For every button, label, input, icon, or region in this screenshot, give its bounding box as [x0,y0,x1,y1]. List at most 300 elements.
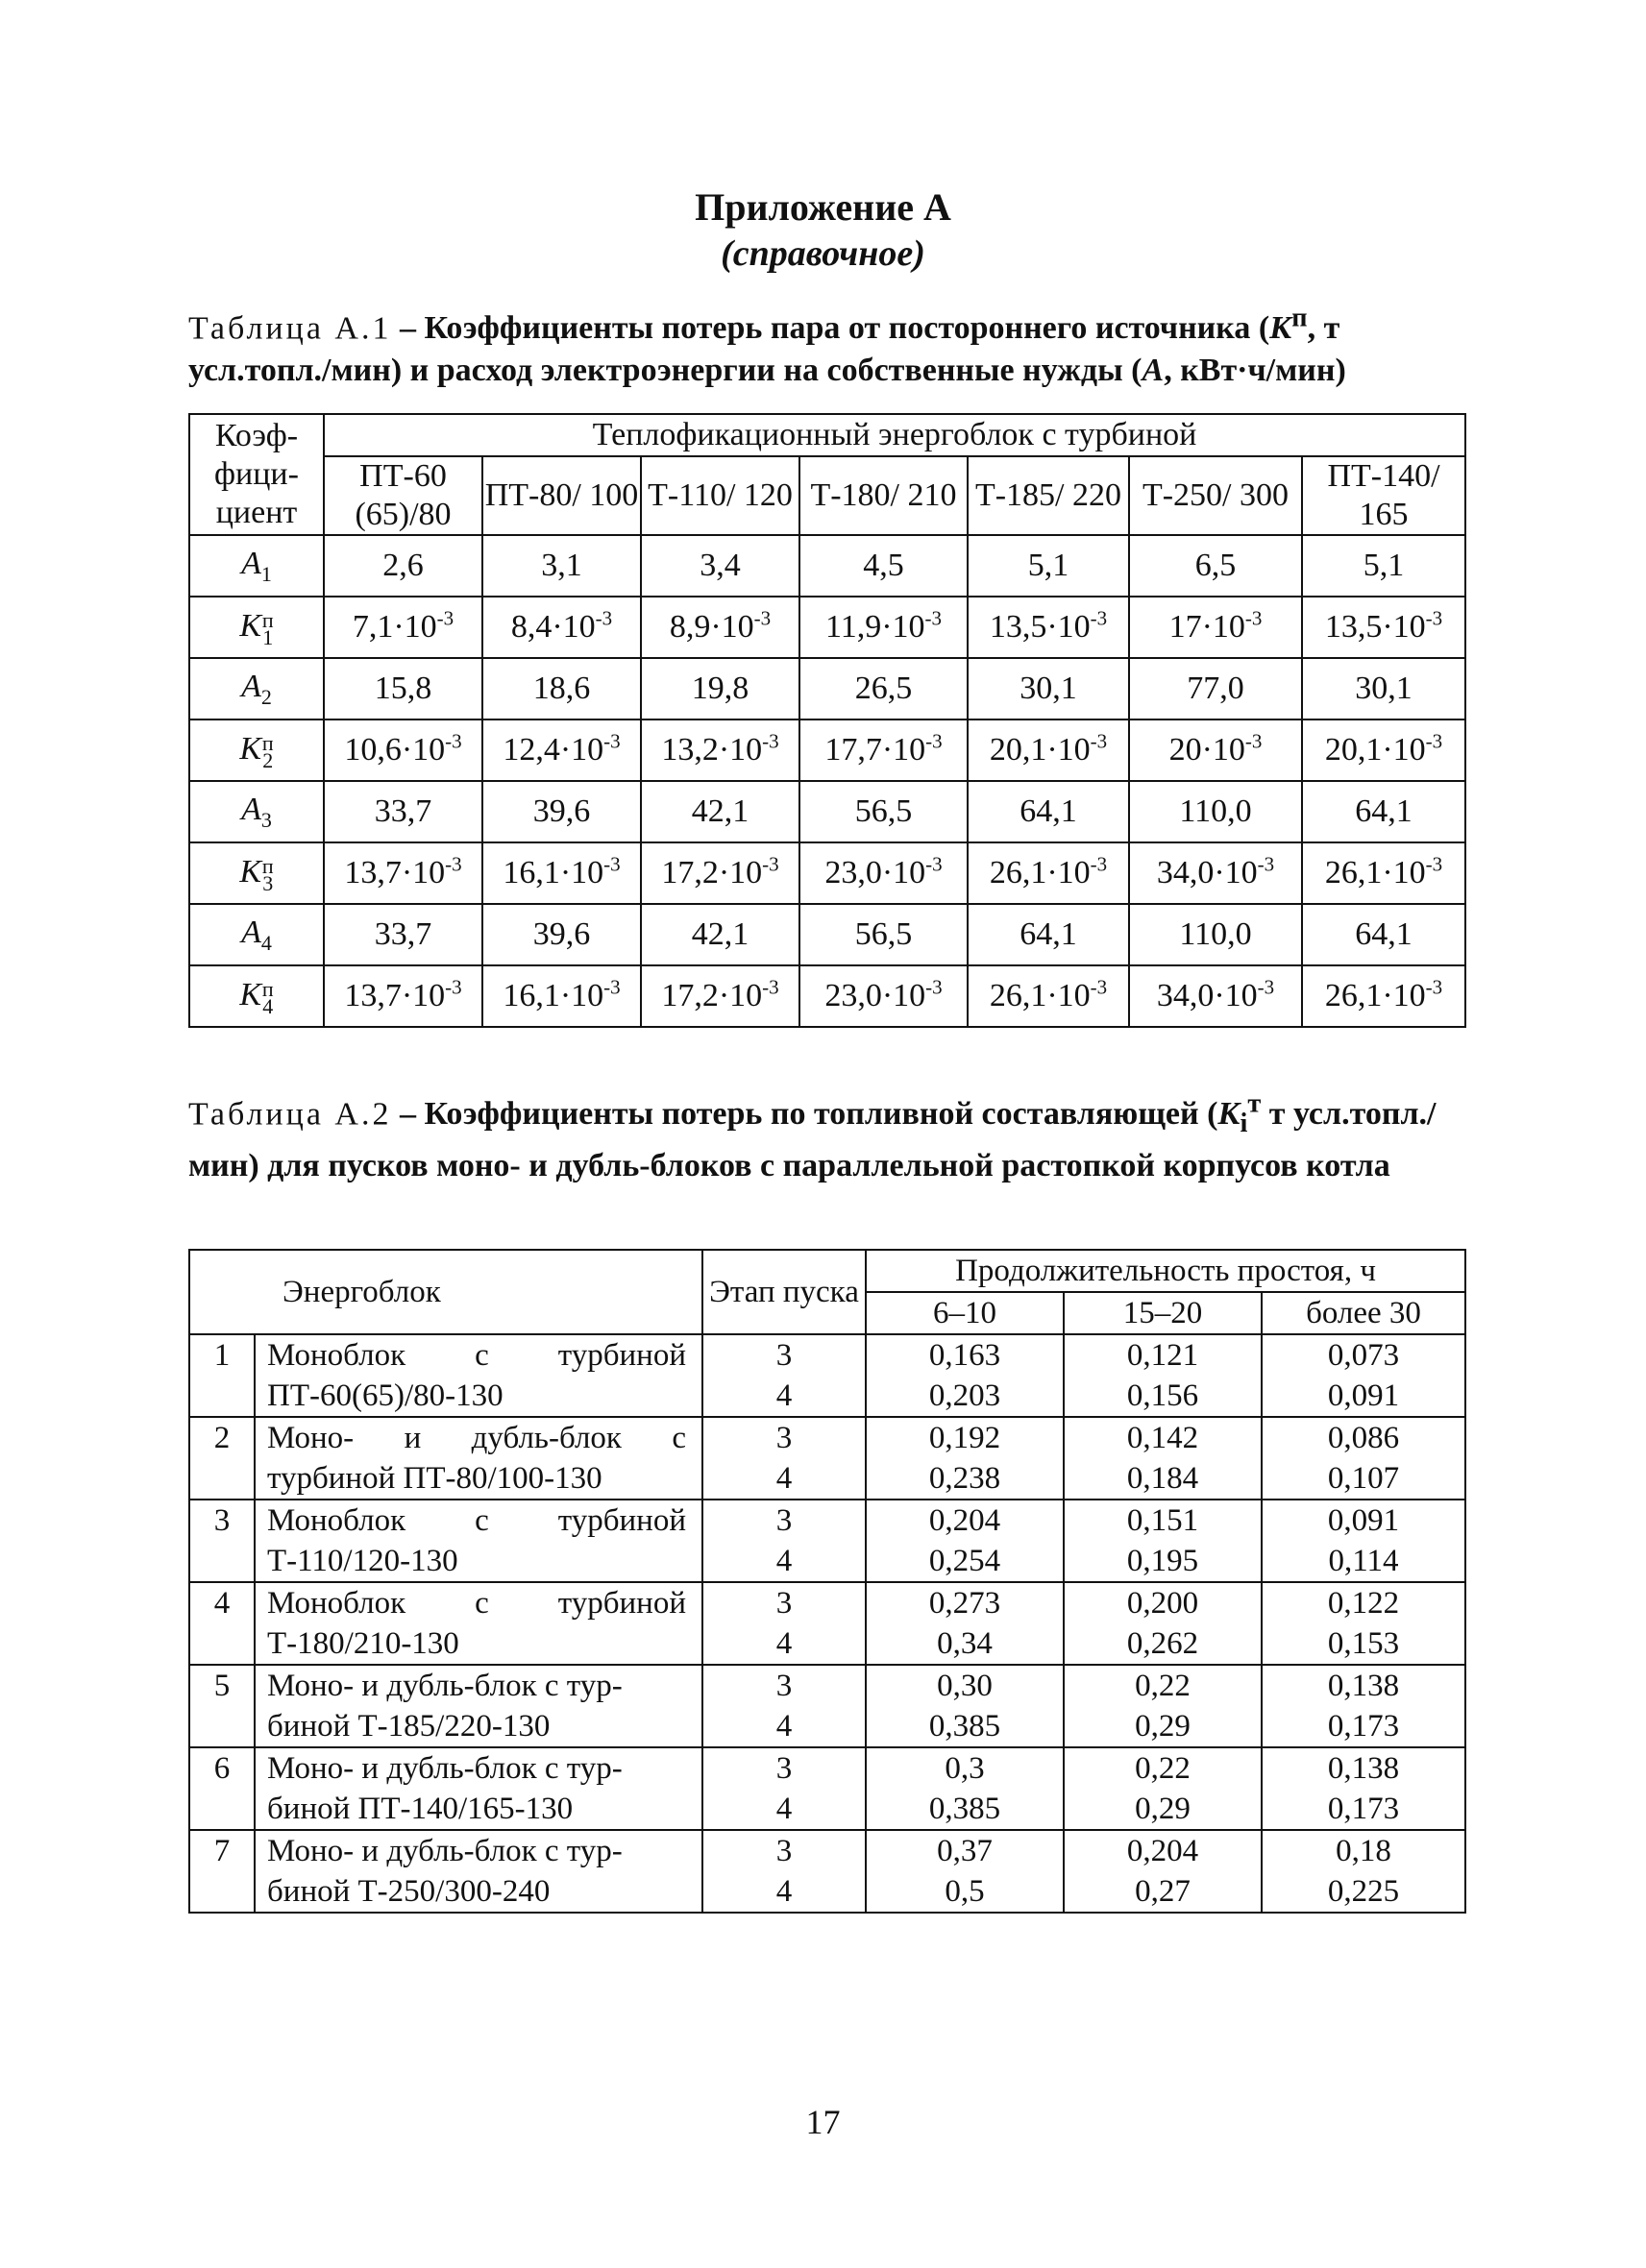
appendix-subtitle: (справочное) [721,233,925,274]
table2-unit-line2: биной ПТ-140/165-130 [267,1792,574,1826]
cell-exponent: -3 [1425,852,1443,876]
table1-cell [641,658,799,719]
table2-stage: 3 [702,1665,866,1706]
table1-cell [968,719,1129,781]
table2-cell: 0,107 [1262,1458,1465,1500]
cell-value: 39,6 [532,793,591,829]
table1-cell [324,597,482,658]
table1-cell [799,535,968,597]
cell-value: 17,7·10 [824,732,926,768]
cell-exponent: -3 [762,975,779,999]
table1-coefficient [189,842,324,904]
table2-unit-line2: биной Т-250/300-240 [267,1874,551,1909]
table1-row [189,781,1465,842]
table2-cell: 0,37 [866,1830,1064,1871]
cell-value: 110,0 [1179,916,1252,952]
table1-cell [324,719,482,781]
table2-row-number: 6 [189,1747,255,1830]
table2-unit-name [255,1417,702,1500]
table2-stage: 4 [702,1871,866,1913]
table1-cell [1129,965,1302,1027]
table2-unit-name [255,1747,702,1830]
cell-exponent: -3 [925,729,943,753]
table2-stage: 3 [702,1830,866,1871]
cell-value: 17·10 [1168,609,1245,645]
table2-stage: 4 [702,1706,866,1747]
cell-exponent: -3 [762,729,779,753]
table1-cell [1129,719,1302,781]
table2-header-unit: Энергоблок [189,1250,702,1334]
table1-column-header: ПТ-80/ 100 [482,456,641,535]
table1-cell [1302,535,1465,597]
cell-value: 26,1·10 [989,978,1091,1013]
table2-unit-name [255,1582,702,1665]
table1-cell [641,597,799,658]
table2-cell: 0,34 [866,1623,1064,1665]
coefficient-superscript: п [261,607,274,632]
table2-unit-name [255,1665,702,1747]
cell-value: 26,1·10 [989,855,1091,890]
table1-cell [482,842,641,904]
table2-cell: 0,22 [1064,1747,1262,1789]
table1-cell [324,842,482,904]
table1-caption-lead: Таблица А.1 [188,310,392,347]
table2-cell: 0,192 [866,1417,1064,1458]
table1-caption-k: К [1269,310,1292,347]
coefficient-subscript: 2 [260,684,272,709]
cell-exponent: -3 [1425,729,1443,753]
cell-value: 64,1 [1355,916,1413,952]
table2-cell: 0,195 [1064,1541,1262,1582]
table2-row [189,1582,1465,1623]
cell-value: 64,1 [1020,916,1077,952]
table1-row [189,965,1465,1027]
table1-cell [482,781,641,842]
cell-exponent: -3 [1425,606,1443,630]
table1-row [189,658,1465,719]
table2-cell: 0,121 [1064,1334,1262,1376]
table1-coefficient [189,965,324,1027]
table1-cell [482,597,641,658]
table2-header-row [189,1250,1465,1292]
cell-exponent: -3 [1257,975,1275,999]
table2-unit-line1: Моно- и дубль-блок с тур- [267,1751,623,1786]
table2-stage: 3 [702,1582,866,1623]
table1-cell [799,658,968,719]
table1-column-header: Т-110/ 120 [641,456,799,535]
table1-group-header: Теплофикационный энергоблок с турбиной [324,414,1465,456]
table2-duration-column: 6–10 [866,1292,1064,1334]
table2-cell: 0,184 [1064,1458,1262,1500]
table1-cell [799,597,968,658]
table1-cell [324,904,482,965]
table1-coefficient [189,904,324,965]
table1-row [189,842,1465,904]
table1-cell [324,781,482,842]
table1-row [189,904,1465,965]
cell-value: 33,7 [374,916,432,952]
page-number: 17 [805,2103,841,2141]
table1-cell [1129,781,1302,842]
coefficient-symbol: А [241,668,261,704]
table2-cell: 0,18 [1262,1830,1465,1871]
table2-cell: 0,163 [866,1334,1064,1376]
cell-exponent: -3 [1244,729,1263,753]
table1-cell [324,658,482,719]
table2-cell: 0,200 [1064,1582,1262,1623]
cell-value: 64,1 [1355,793,1413,829]
table2-caption-text: – Коэффициенты потерь по топливной составляющей ( [399,1096,1218,1133]
cell-exponent: -3 [603,975,621,999]
table2-cell: 0,30 [866,1665,1064,1706]
cell-exponent: -3 [1090,606,1108,630]
table1-cell [1129,658,1302,719]
cell-value: 3,1 [541,548,582,583]
table1-cell [968,781,1129,842]
cell-value: 26,1·10 [1324,978,1426,1013]
table1-caption-text2: , т усл.топл./мин) и расход электроэнергии на собственные нужды ( [188,310,1340,389]
table2-unit-name [255,1500,702,1582]
table2-cell: 0,203 [866,1376,1064,1417]
table1-column-header: Т-185/ 220 [968,456,1129,535]
table1-caption-a: А [1142,353,1165,389]
table1-cell [799,781,968,842]
table1-cell [968,904,1129,965]
table2-unit-line1: Моноблок с турбиной [267,1338,686,1373]
table2-stage: 4 [702,1541,866,1582]
table1-coefficient [189,658,324,719]
table2-caption-text2: т усл.топл./мин) для пусков моно- и дубль-блоков с параллельной растопкой корпусов котла [188,1096,1437,1184]
table2-cell: 0,173 [1262,1706,1465,1747]
cell-value: 2,6 [382,548,424,583]
coefficient-symbol: А [241,791,261,827]
table1-header-row [189,414,1465,456]
table1-coefficient [189,535,324,597]
table2-stage: 3 [702,1500,866,1541]
table2-unit-name [255,1830,702,1913]
cell-exponent: -3 [603,852,621,876]
table1-caption-text3: , кВт·ч/мин) [1164,353,1346,389]
table1-cell [799,904,968,965]
table2-row-number: 4 [189,1582,255,1665]
table2-row [189,1665,1465,1706]
table2-row [189,1334,1465,1376]
cell-exponent: -3 [924,606,943,630]
table2-caption-k-sub: i [1240,1109,1248,1139]
cell-value: 42,1 [691,793,749,829]
table2-unit-line1: Моно- и дубль-блок с тур- [267,1669,623,1703]
table1-cell [482,535,641,597]
table1-cell [1302,904,1465,965]
cell-value: 42,1 [691,916,749,952]
cell-value: 26,5 [854,671,913,706]
coefficient-subscript: 4 [262,993,274,1018]
cell-value: 7,1·10 [352,609,437,645]
cell-exponent: -3 [1257,852,1275,876]
cell-value: 18,6 [532,671,591,706]
table1-cell [968,535,1129,597]
table2-duration-column: 15–20 [1064,1292,1262,1334]
table2-cell: 0,29 [1064,1706,1262,1747]
table2-cell: 0,254 [866,1541,1064,1582]
cell-value: 17,2·10 [661,978,763,1013]
table1-row [189,719,1465,781]
table2-unit-line1: Моно- и дубль-блок с [267,1421,686,1455]
table1-column-header-row [189,456,1465,535]
table1-cell [1129,597,1302,658]
table1-cell [968,597,1129,658]
table1-row-header-text: Коэф- фици- циент [214,418,299,530]
cell-value: 20,1·10 [989,732,1091,768]
table1-cell [641,535,799,597]
table1-row [189,535,1465,597]
table2-caption-k: К [1217,1096,1241,1133]
table2-cell: 0,114 [1262,1541,1465,1582]
cell-value: 77,0 [1187,671,1244,706]
cell-exponent: -3 [595,606,613,630]
cell-exponent: -3 [1244,606,1263,630]
table2-cell: 0,151 [1064,1500,1262,1541]
cell-exponent: -3 [1090,975,1108,999]
table2-caption [188,1084,1466,1187]
table2-unit-line1: Моноблок с турбиной [267,1503,686,1538]
coefficient-symbol: К [239,977,261,1013]
table1-coefficient [189,781,324,842]
table2-row [189,1500,1465,1541]
cell-exponent: -3 [925,852,943,876]
coefficient-subscript: 4 [260,930,272,955]
coefficient-subscript: 3 [262,870,274,895]
table2-stage: 4 [702,1376,866,1417]
cell-value: 15,8 [374,671,432,706]
cell-value: 5,1 [1027,548,1069,583]
table2-row-number: 7 [189,1830,255,1913]
table2-row-number: 3 [189,1500,255,1582]
table2-duration-column: более 30 [1262,1292,1465,1334]
cell-value: 56,5 [854,916,913,952]
table2-unit-line1: Моноблок с турбиной [267,1586,686,1621]
cell-value: 33,7 [374,793,432,829]
cell-exponent: -3 [436,606,454,630]
table2-row [189,1747,1465,1789]
cell-exponent: -3 [1090,852,1108,876]
table2-unit-line2: Т-110/120-130 [267,1544,458,1578]
cell-value: 10,6·10 [344,732,446,768]
table1-row-header [189,414,324,535]
cell-value: 30,1 [1020,671,1077,706]
table2-row [189,1830,1465,1871]
table1-column-header: ПТ-60 (65)/80 [324,456,482,535]
table1-cell [1302,781,1465,842]
table2-cell: 0,091 [1262,1500,1465,1541]
cell-value: 23,0·10 [824,978,926,1013]
table2-header-stage [702,1250,866,1334]
cell-value: 13,7·10 [344,855,446,890]
table1-cell [1302,965,1465,1027]
cell-value: 12,4·10 [503,732,604,768]
cell-value: 13,7·10 [344,978,446,1013]
table2-cell: 0,204 [866,1500,1064,1541]
cell-value: 11,9·10 [824,609,925,645]
table1-caption-text: – Коэффициенты потерь пара от постороннего источника ( [399,310,1270,347]
cell-value: 19,8 [691,671,749,706]
cell-value: 20,1·10 [1324,732,1426,768]
coefficient-superscript: п [261,853,274,878]
table2-stage: 3 [702,1747,866,1789]
table2-stage: 3 [702,1334,866,1376]
table2-cell: 0,091 [1262,1376,1465,1417]
cell-value: 34,0·10 [1156,855,1258,890]
table1-column-header: Т-250/ 300 [1129,456,1302,535]
table1-caption-k-sup: п [1291,304,1308,333]
cell-value: 110,0 [1179,793,1252,829]
table2-stage: 4 [702,1623,866,1665]
table1-cell [641,719,799,781]
table2-cell: 0,3 [866,1747,1064,1789]
table1-cell [482,658,641,719]
table1-coefficient [189,597,324,658]
coefficient-symbol: К [239,731,261,768]
cell-value: 8,9·10 [669,609,754,645]
table2-cell: 0,5 [866,1871,1064,1913]
table2 [188,1249,1466,1914]
table1-cell [968,965,1129,1027]
table2-row [189,1417,1465,1458]
table2-stage: 4 [702,1458,866,1500]
table2-cell: 0,086 [1262,1417,1465,1458]
table2-cell: 0,173 [1262,1789,1465,1830]
cell-value: 16,1·10 [503,978,604,1013]
table1-cell [324,965,482,1027]
table1-cell [641,904,799,965]
table2-cell: 0,142 [1064,1417,1262,1458]
table1-cell [799,842,968,904]
cell-exponent: -3 [762,852,779,876]
table2-cell: 0,138 [1262,1747,1465,1789]
table1-cell [641,781,799,842]
table1-cell [1129,535,1302,597]
table1-cell [641,965,799,1027]
cell-value: 13,2·10 [661,732,763,768]
cell-value: 5,1 [1363,548,1405,583]
table2-cell: 0,225 [1262,1871,1465,1913]
table2-cell: 0,156 [1064,1376,1262,1417]
table1-cell [482,904,641,965]
table1 [188,413,1466,1028]
cell-value: 3,4 [700,548,741,583]
cell-value: 26,1·10 [1324,855,1426,890]
table1-column-header: Т-180/ 210 [799,456,968,535]
table1-cell [324,535,482,597]
table2-cell: 0,138 [1262,1665,1465,1706]
table2-unit-line2: турбиной ПТ-80/100-130 [267,1461,602,1496]
cell-value: 56,5 [854,793,913,829]
table2-stage: 4 [702,1789,866,1830]
table1-cell [799,965,968,1027]
table2-stage: 3 [702,1417,866,1458]
coefficient-symbol: А [241,545,261,581]
table2-cell: 0,385 [866,1706,1064,1747]
cell-exponent: -3 [603,729,621,753]
cell-value: 20·10 [1168,732,1245,768]
table2-cell: 0,153 [1262,1623,1465,1665]
coefficient-symbol: К [239,854,261,890]
table2-cell: 0,204 [1064,1830,1262,1871]
table1-cell [1302,719,1465,781]
table2-cell: 0,122 [1262,1582,1465,1623]
table2-unit-line1: Моно- и дубль-блок с тур- [267,1834,623,1868]
table1-column-header: ПТ-140/ 165 [1302,456,1465,535]
table2-cell: 0,238 [866,1458,1064,1500]
appendix-title: Приложение А [695,185,951,229]
cell-value: 6,5 [1194,548,1237,583]
table2-unit-line2: Т-180/210-130 [267,1626,459,1661]
table1-caption [188,298,1466,392]
table1-cell [968,842,1129,904]
coefficient-symbol: К [239,608,261,645]
cell-value: 34,0·10 [1156,978,1258,1013]
cell-value: 17,2·10 [661,855,763,890]
coefficient-subscript: 1 [260,561,272,586]
table2-cell: 0,385 [866,1789,1064,1830]
table2-row-number: 1 [189,1334,255,1417]
cell-value: 23,0·10 [824,855,926,890]
table1-cell [1129,842,1302,904]
table1-row [189,597,1465,658]
cell-value: 64,1 [1020,793,1077,829]
table2-unit-name [255,1334,702,1417]
table1-cell [1302,842,1465,904]
cell-exponent: -3 [445,729,462,753]
cell-value: 4,5 [863,548,904,583]
coefficient-subscript: 2 [262,747,274,772]
table1-cell [1129,904,1302,965]
cell-exponent: -3 [753,606,772,630]
table1-cell [968,658,1129,719]
cell-value: 8,4·10 [510,609,596,645]
cell-exponent: -3 [1090,729,1108,753]
table2-caption-k-sup: т [1247,1089,1262,1119]
cell-value: 39,6 [532,916,591,952]
table2-caption-lead: Таблица А.2 [188,1096,392,1133]
table2-cell: 0,27 [1064,1871,1262,1913]
cell-exponent: -3 [925,975,943,999]
table1-cell [482,965,641,1027]
table2-unit-line2: биной Т-185/220-130 [267,1709,551,1744]
coefficient-superscript: п [261,730,274,755]
table2-cell: 0,22 [1064,1665,1262,1706]
table2-unit-line2: ПТ-60(65)/80-130 [267,1378,504,1413]
table1-cell [1302,658,1465,719]
coefficient-symbol: А [241,914,261,950]
cell-value: 30,1 [1355,671,1413,706]
table1-cell [482,719,641,781]
cell-exponent: -3 [445,975,462,999]
table2-cell: 0,273 [866,1582,1064,1623]
table2-row-number: 5 [189,1665,255,1747]
cell-value: 13,5·10 [1324,609,1426,645]
table1-cell [1302,597,1465,658]
table2-cell: 0,29 [1064,1789,1262,1830]
table2-row-number: 2 [189,1417,255,1500]
coefficient-subscript: 1 [262,624,274,649]
table2-cell: 0,073 [1262,1334,1465,1376]
table1-cell [641,842,799,904]
coefficient-superscript: п [261,976,274,1001]
coefficient-subscript: 3 [260,807,272,832]
cell-value: 16,1·10 [503,855,604,890]
table2-header-duration: Продолжительность простоя, ч [866,1250,1465,1292]
